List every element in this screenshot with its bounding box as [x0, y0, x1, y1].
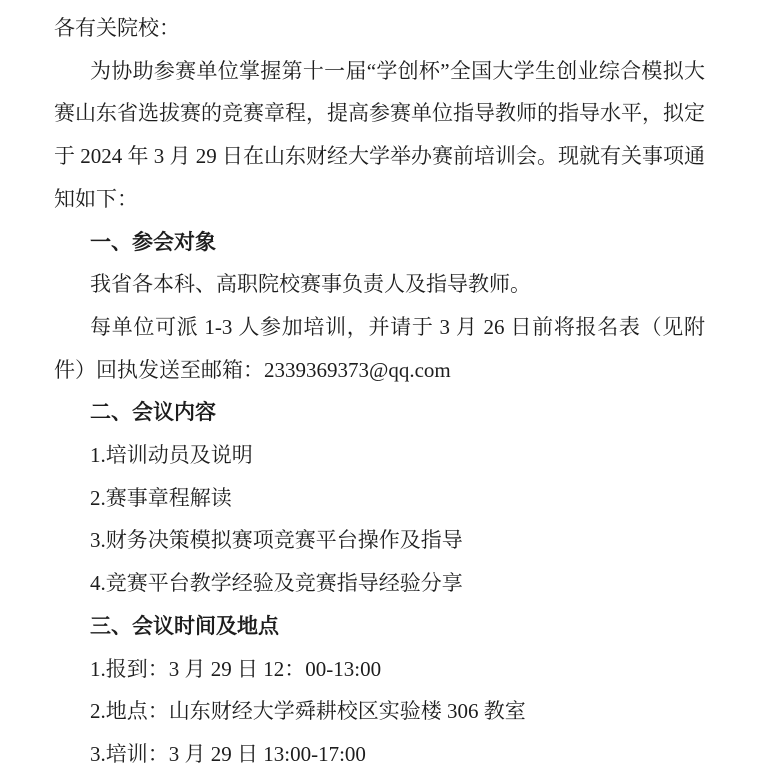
agenda-item-3: 3.财务决策模拟赛项竞赛平台操作及指导: [90, 528, 463, 553]
agenda-item-4: 4.竞赛平台教学经验及竞赛指导经验分享: [90, 571, 463, 596]
salutation: 各有关院校：: [54, 16, 180, 40]
schedule-training: 3.培训：3 月 29 日 13:00-17:00: [90, 741, 366, 766]
registration-instructions: 每单位可派 1-3 人参加培训，并请于 3 月 26 日前将报名表（见附件）回执发送至邮箱：2339369373@qq.com: [54, 314, 705, 382]
schedule-location: 2.地点：山东财经大学舜耕校区实验楼 306 教室: [90, 699, 526, 724]
agenda-item-2: 2.赛事章程解读: [90, 485, 232, 510]
agenda-item-1: 1.培训动员及说明: [90, 443, 253, 468]
schedule-checkin: 1.报到：3 月 29 日 12：00-13:00: [90, 656, 382, 681]
section-heading-agenda: 二、会议内容: [90, 400, 216, 425]
intro-paragraph: 为协助参赛单位掌握第十一届“学创杯”全国大学生创业综合模拟大赛山东省选拔赛的竞赛章程，提高参赛单位指导教师的指导水平，拟定于 2024 年 3 月 29 日在山东财经大学举办赛前培训会。现就有关事项通知如下：: [54, 58, 705, 211]
participants-scope: 我省各本科、高职院校赛事负责人及指导教师。: [90, 272, 531, 297]
section-heading-time-location: 三、会议时间及地点: [90, 613, 279, 638]
section-heading-participants: 一、参会对象: [90, 229, 216, 254]
